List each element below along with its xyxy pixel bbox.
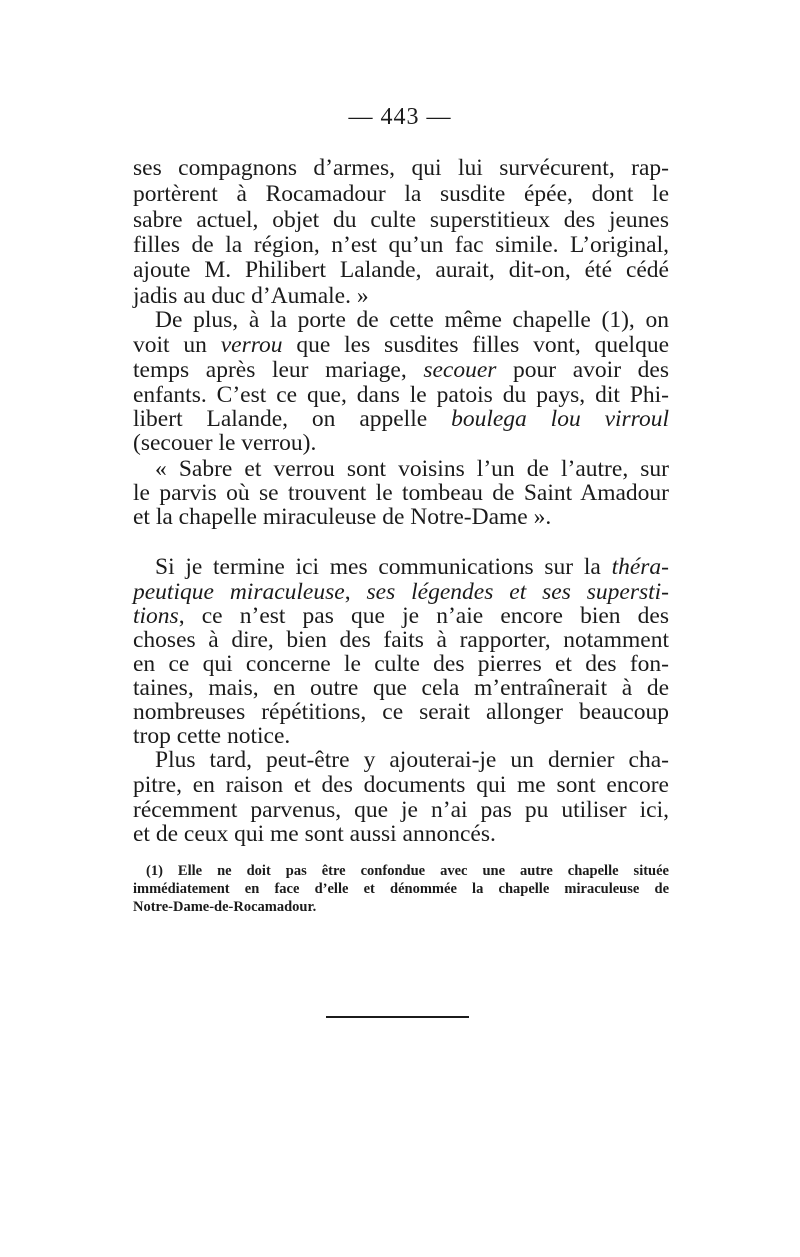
text-run: temps après leur mariage, bbox=[133, 357, 424, 383]
text-line: choses à dire, bien des faits à rapporter, notamment bbox=[133, 627, 669, 653]
text-line: pitre, en raison et des documents qui me sont encore bbox=[133, 772, 669, 798]
text-line: taines, mais, en outre que cela m’entraînerait à de bbox=[133, 675, 669, 701]
text-line: en ce qui concerne le culte des pierres et des fon- bbox=[133, 651, 669, 677]
footnote-line: Notre-Dame-de-Rocamadour. bbox=[133, 899, 317, 915]
text-line: ajoute M. Philibert Lalande, aurait, dit-on, été cédé bbox=[133, 257, 669, 283]
text-line: et la chapelle miraculeuse de Notre-Dame ». bbox=[133, 504, 552, 530]
text-line: sabre actuel, objet du culte superstitieux des jeunes bbox=[133, 207, 669, 233]
italic-term: théra- bbox=[611, 554, 669, 580]
text-line: jadis au duc d’Aumale. » bbox=[133, 283, 369, 309]
text-line bbox=[155, 553, 669, 581]
text-line: et de ceux qui me sont aussi annoncés. bbox=[133, 821, 496, 847]
text-line: (secouer le verrou). bbox=[133, 430, 317, 456]
text-run: pour avoir des bbox=[496, 357, 669, 383]
text-run: , bbox=[344, 579, 367, 605]
italic-term: peutique miraculeuse bbox=[133, 579, 345, 605]
text-run: que les susdites filles vont, quelque bbox=[282, 332, 669, 358]
italic-term: boulega lou virroul bbox=[451, 406, 669, 432]
text-run: , ce n’est pas que je n’aie encore bien des bbox=[178, 603, 669, 629]
text-line: le parvis où se trouvent le tombeau de Saint Amadour bbox=[133, 480, 669, 506]
footnote-line: immédiatement en face d’elle et dénommée la chapelle miraculeuse de bbox=[133, 881, 669, 897]
text-run: Si je termine ici mes communications sur la bbox=[155, 554, 612, 580]
text-line: portèrent à Rocamadour la susdite épée, dont le bbox=[133, 181, 669, 207]
text-line: De plus, à la porte de cette même chapelle (1), on bbox=[155, 307, 669, 333]
footnote-line: (1) Elle ne doit pas être confondue avec une autre chapelle située bbox=[146, 863, 669, 879]
text-line: enfants. C’est ce que, dans le patois du pays, dit Phi- bbox=[133, 382, 669, 408]
text-line: nombreuses répétitions, ce serait allonger beaucoup bbox=[133, 699, 669, 725]
text-run: voit un bbox=[133, 332, 221, 358]
text-line bbox=[133, 331, 669, 359]
italic-term: ses légendes et ses supersti- bbox=[366, 579, 670, 605]
page-number: — 443 — bbox=[348, 104, 452, 130]
text-line: récemment parvenus, que je n’ai pas pu utiliser ici, bbox=[133, 797, 669, 823]
text-run: libert Lalande, on appelle bbox=[133, 406, 452, 432]
text-line: « Sabre et verrou sont voisins l’un de l’autre, sur bbox=[155, 456, 669, 482]
text-line: filles de la région, n’est qu’un fac simile. L’original, bbox=[133, 232, 669, 258]
text-line: ses compagnons d’armes, qui lui survécurent, rap- bbox=[133, 155, 669, 181]
text-line: Plus tard, peut-être y ajouterai-je un dernier cha- bbox=[155, 747, 669, 773]
italic-term: secouer bbox=[423, 357, 497, 383]
italic-term: verrou bbox=[220, 332, 283, 358]
italic-term: tions bbox=[133, 603, 179, 629]
text-line bbox=[133, 356, 669, 384]
text-line: trop cette notice. bbox=[133, 723, 291, 749]
end-rule bbox=[326, 1016, 469, 1018]
